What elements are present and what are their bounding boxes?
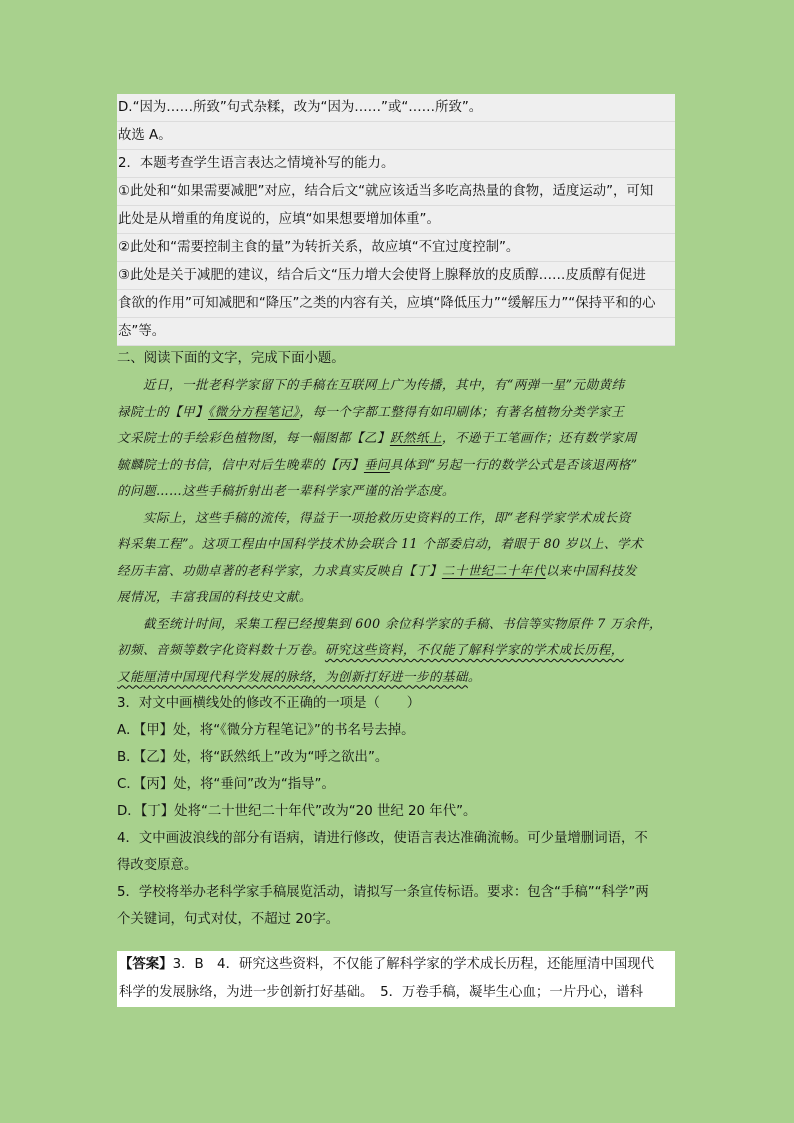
question-4: 4．文中画波浪线的部分有语病，请进行修改，使语言表达准确流畅。可少量增删词语，不 xyxy=(117,831,648,846)
passage-text: 禄院士的【甲】 xyxy=(117,403,208,419)
passage-line: 近日，一批老科学家留下的手稿在互联网上广为传播，其中，有“两弹一星”元勋黄纬 xyxy=(143,377,625,392)
question-5: 5．学校将举办老科学家手稿展览活动，请拟写一条宣传标语。要求：包含“手稿”“科学”两 xyxy=(117,885,649,900)
passage-text: ，不逊于工笔画作；还有数学家周 xyxy=(441,430,637,445)
passage-text: 文采院士的手绘彩色植物图，每一幅图都【乙】 xyxy=(117,430,390,445)
passage-line xyxy=(117,425,675,452)
explanation-line: ②此处和“需要控制主食的量”为转折关系，故应填“不宜过度控制”。 xyxy=(117,234,675,262)
passage-line xyxy=(117,399,675,426)
explanation-line: ①此处和“如果需要减肥”对应，结合后文“就应该适当多吃高热量的食物，适度运动”，可知 xyxy=(117,178,675,206)
section-title: 二、阅读下面的文字，完成下面小题。 xyxy=(117,351,345,366)
underlined-text-yi: 跃然纸上 xyxy=(389,430,442,445)
explanation-block xyxy=(117,94,675,346)
underlined-text-jia: 《微分方程笔记》 xyxy=(207,403,300,419)
passage-text: ，每一个字都工整得有如印刷体；有著名植物分类学家王 xyxy=(299,403,625,419)
question-3: 3．对文中画横线处的修改不正确的一项是（ ） xyxy=(117,696,421,711)
question-5-cont: 个关键词，句式对仗，不超过 20字。 xyxy=(117,912,340,927)
handwritten-passage xyxy=(117,372,675,690)
passage-line: 截至统计时间，采集工程已经搜集到 600 余位科学家的手稿、书信等实物原件 7 万余件， xyxy=(143,615,663,631)
explanation-line: 态”等。 xyxy=(117,318,675,346)
wavy-underlined-text: 研究这些资料，不仅能了解科学家的学术成长历程， xyxy=(324,642,624,657)
option-c: C．【丙】处，将“垂问”改为“指导”。 xyxy=(117,777,335,792)
answer-label: 【答案】 xyxy=(119,957,173,972)
explanation-line: D.“因为……所致”句式杂糅，改为“因为……”或“……所致”。 xyxy=(117,94,675,122)
answer-block xyxy=(117,951,675,1007)
underlined-text-bing: 垂问 xyxy=(363,456,390,472)
answer-line xyxy=(119,951,673,979)
passage-line xyxy=(117,452,675,479)
document-page xyxy=(117,94,675,1007)
passage-line xyxy=(117,637,675,664)
explanation-line: 食欲的作用”可知减肥和“降压”之类的内容有关，应填“降低压力”“缓解压力”“保持平和的心 xyxy=(117,290,675,318)
explanation-line: 2．本题考查学生语言表达之情境补写的能力。 xyxy=(117,150,675,178)
option-d: D．【丁】处将“二十世纪二十年代”改为“20 世纪 20 年代”。 xyxy=(117,804,477,819)
wavy-underlined-text: 又能厘清中国现代科学发展的脉络，为创新打好进一步的基础 xyxy=(117,668,468,684)
passage-text: 以来中国科技发 xyxy=(545,562,637,578)
passage-line: 实际上，这些手稿的流传，得益于一项抢救历史资料的工作，即“老科学家学术成长资 xyxy=(143,509,631,525)
passage-line xyxy=(117,664,675,691)
passage-text: 毓麟院士的书信，信中对后生晚辈的【丙】 xyxy=(117,456,364,472)
passage-line: 料采集工程”。这项工程由中国科学技术协会联合 11 个部委启动，着眼于 80 岁以上、学术 xyxy=(117,536,643,551)
passage-text: 经历丰富、功勋卓著的老科学家，力求真实反映自【丁】 xyxy=(117,562,442,578)
passage-line: 展情况，丰富我国的科技史文献。 xyxy=(117,589,312,604)
answer-text: 3．B 4．研究这些资料，不仅能了解科学家的学术成长历程，还能厘清中国现代 xyxy=(172,957,655,972)
option-a: A．【甲】处，将“《微分方程笔记》”的书名号去掉。 xyxy=(117,723,415,738)
passage-text: 初频、音频等数字化资料数十万卷。 xyxy=(117,642,325,657)
questions-block xyxy=(117,690,675,933)
passage-text: 。 xyxy=(467,668,481,684)
passage-line: 的问题……这些手稿折射出老一辈科学家严谨的治学态度。 xyxy=(117,483,455,498)
explanation-line: 此处是从增重的角度说的，应填“如果想要增加体重”。 xyxy=(117,206,675,234)
answer-line: 科学的发展脉络，为进一步创新打好基础。 5．万卷手稿，凝毕生心血；一片丹心，谱科 xyxy=(119,985,644,1000)
passage-text: 具体到“另起一行的数学公式是否该退两格” xyxy=(389,456,638,472)
question-4-cont: 得改变原意。 xyxy=(117,858,198,873)
passage-line xyxy=(117,558,675,585)
option-b: B．【乙】处，将“跃然纸上”改为“呼之欲出”。 xyxy=(117,750,389,765)
explanation-line: 故选 A。 xyxy=(117,122,675,150)
explanation-line: ③此处是关于减肥的建议，结合后文“压力增大会使肾上腺释放的皮质醇……皮质醇有促进 xyxy=(117,262,675,290)
underlined-text-ding: 二十世纪二十年代 xyxy=(441,562,546,578)
